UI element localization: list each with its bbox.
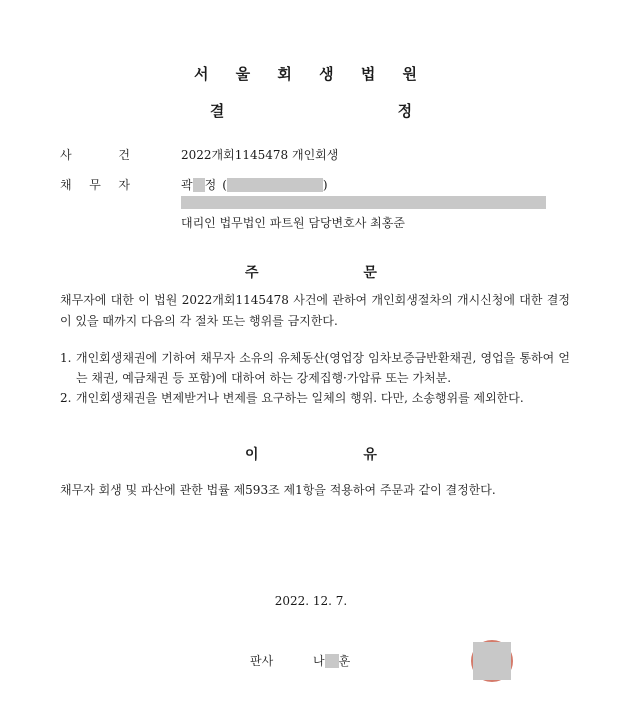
judge-seal: [471, 640, 513, 682]
list-text: 개인회생채권에 기하여 채무자 소유의 유체동산(영업장 임차보증금반환채권, 영업을 통하여 얻는 채권, 예금채권 등 포함)에 대하여 하는 강제집행·가압류 또는 가처분.: [76, 351, 570, 385]
list-text: 개인회생채권을 변제받거나 변제를 요구하는 일체의 행위. 다만, 소송행위를 제외한다.: [76, 391, 524, 405]
case-label-char: 건: [118, 148, 130, 162]
case-label-char: 사: [60, 148, 72, 162]
debtor-label-char: 자: [118, 178, 130, 192]
reason-heading: 이 유: [245, 447, 427, 463]
redaction-block: [227, 178, 323, 192]
order-intro: 채무자에 대한 이 법원 2022개회1145478 사건에 관하여 개인회생절차의 개시신청에 대한 결정이 있을 때까지 다음의 각 절차 또는 행위를 금지한다.: [60, 293, 570, 328]
debtor-label: [60, 176, 130, 193]
judge-title: 판사: [250, 654, 274, 668]
document-type: 결 정: [209, 102, 497, 120]
list-number: 1.: [60, 351, 72, 365]
list-item: [60, 348, 570, 388]
reason-text: 채무자 회생 및 파산에 관한 법률 제593조 제1항을 적용하여 주문과 같이 결정한다.: [60, 483, 496, 497]
judge-name-first: 나: [313, 654, 325, 668]
debtor-label-char: 채: [60, 178, 72, 192]
order-heading: 주 문: [245, 265, 427, 281]
redaction-block: [193, 178, 205, 192]
court-name: 서 울 회 생 법 원: [193, 65, 429, 83]
order-list: [60, 348, 570, 408]
debtor-name-last: 정: [204, 178, 217, 192]
debtor-name-first: 곽: [181, 178, 193, 192]
seal-redaction: [473, 642, 511, 680]
paren-open: (: [222, 177, 227, 192]
address-redaction: [181, 196, 546, 209]
list-item: [60, 388, 570, 408]
debtor-name-line: [181, 176, 328, 193]
debtor-representative: 대리인 법무법인 파트원 담당변호사 최홍준: [181, 216, 405, 230]
case-label: [60, 146, 130, 163]
redaction-block: [325, 654, 339, 668]
case-number: 2022개회1145478 개인회생: [181, 148, 339, 162]
debtor-label-char: 무: [89, 178, 101, 192]
paren-close: ): [322, 177, 328, 192]
decision-date: 2022. 12. 7.: [274, 594, 348, 608]
judge-name: [313, 652, 350, 669]
list-number: 2.: [60, 391, 72, 405]
judge-name-last: 훈: [338, 654, 351, 668]
